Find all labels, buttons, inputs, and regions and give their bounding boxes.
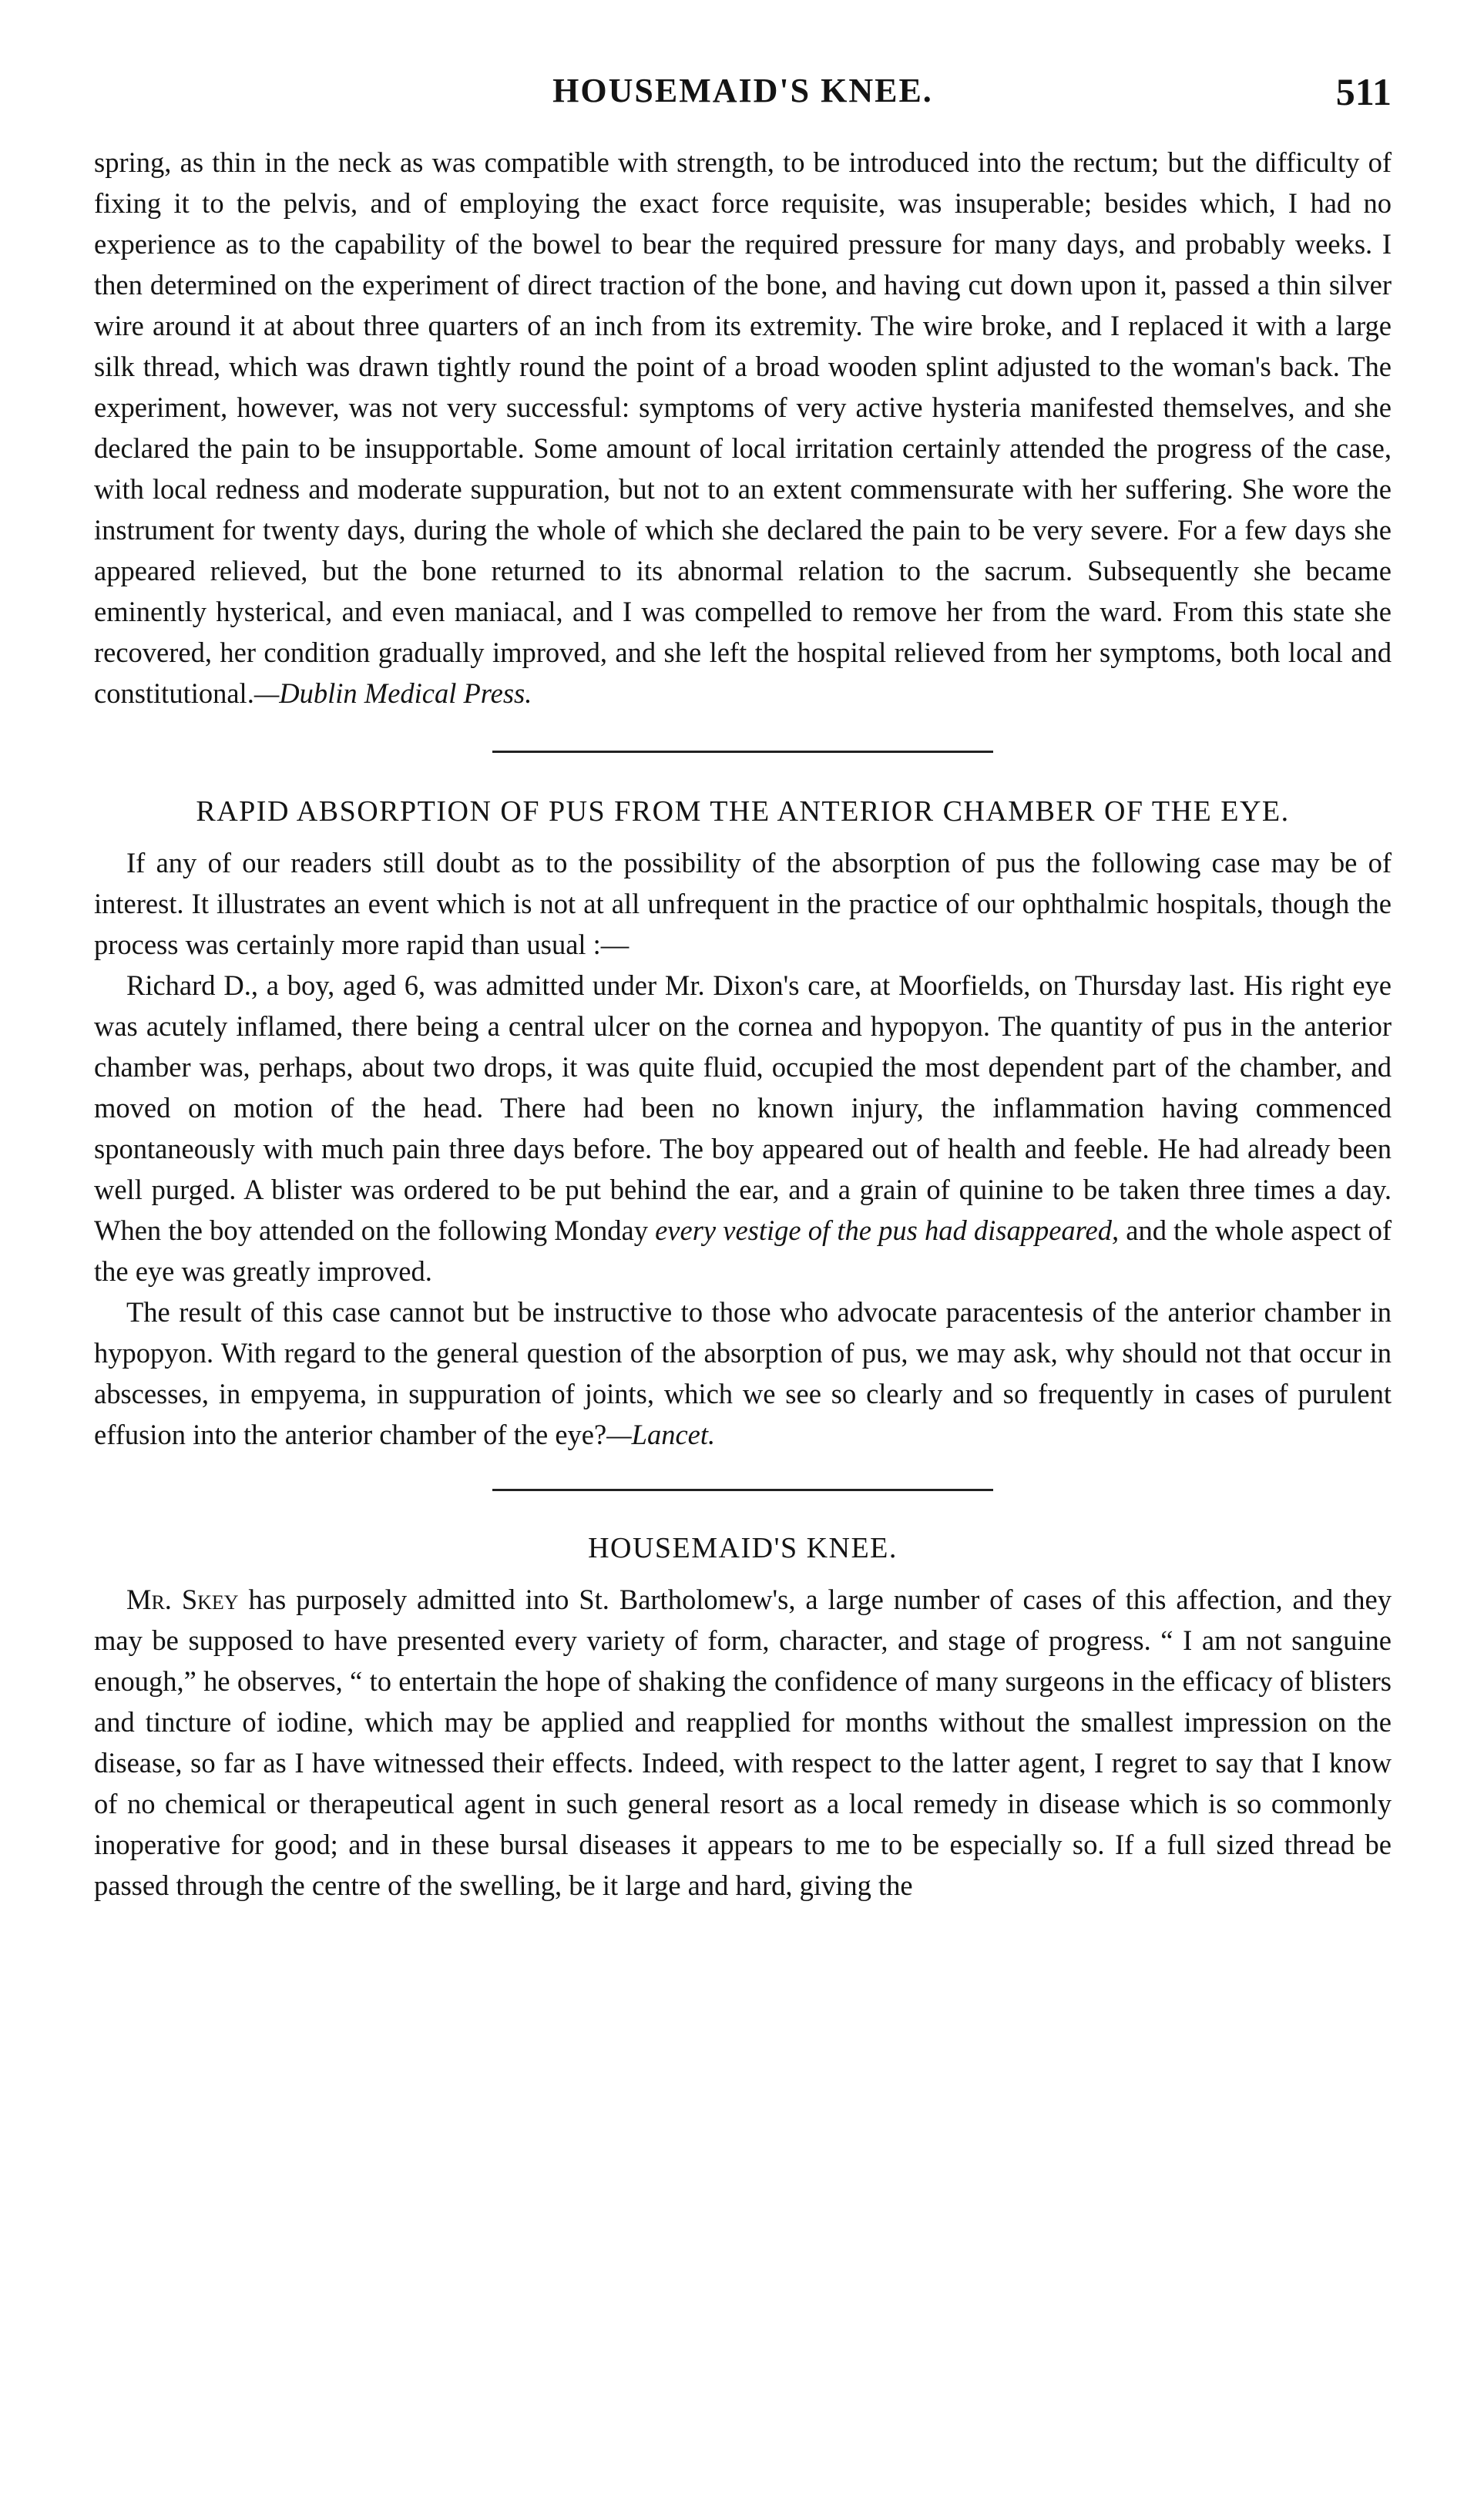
section-heading: HOUSEMAID'S KNEE.	[588, 1532, 898, 1564]
section-heading: RAPID ABSORPTION OF PUS FROM THE ANTERIOR CHAMBER OF THE EYE.	[196, 795, 1290, 828]
paragraph-text: has purposely admitted into St. Bartholomew's, a large number of cases of this affection, and they may be supposed to have presented every variety of form, character, and stage of progress. “ I am not sanguine enough,” he observes, “ to entertain the hope of shaking the confidence of many surgeons in the efficacy of blisters and tincture of iodine, which may be applied and reapplied for months without the smallest impression on the disease, so far as I have witnessed their effects. Indeed, with respect to the latter agent, I regret to say that I know of no chemical or therapeutical agent in such general resort as a local remedy in disease which is so commonly inoperative for good; and in these bursal diseases it appears to me to be especially so. If a full sized thread be passed through the centre of the swelling, be it large and hard, giving the	[94, 1584, 1392, 1901]
running-title: HOUSEMAID'S KNEE.	[552, 72, 933, 109]
section-divider	[492, 751, 993, 753]
source-citation: —Dublin Medical Press.	[253, 677, 532, 709]
paragraph	[94, 1579, 1392, 1906]
continued-paragraph-text: spring, as thin in the neck as was compatible with strength, to be introduced into the rectum; but the difficulty of fixing it to the pelvis, and of employing the exact force requisite, was insuperable; besides which, I had no experience as to the capability of the bowel to bear the required pressure for many days, and probably weeks. I then determined on the experiment of direct traction of the bone, and having cut down upon it, passed a thin silver wire around it at about three quarters of an inch from its extremity. The wire broke, and I replaced it with a large silk thread, which was drawn tightly round the point of a broad wooden splint adjusted to the woman's back. The experiment, however, was not very successful: symptoms of very active hysteria manifested themselves, and she declared the pain to be insupportable. Some amount of local irritation certainly attended the progress of the case, with local redness and moderate suppuration, but not to an extent commensurate with her suffering. She wore the instrument for twenty days, during the whole of which she declared the pain to be very severe. For a few days she appeared relieved, but the bone returned to its abnormal relation to the sacrum. Subsequently she became eminently hysterical, and even maniacal, and I was compelled to remove her from the ward. From this state she recovered, her condition gradually improved, and she left the hospital relieved from her symptoms, both local and constitutional.	[94, 146, 1392, 709]
section-divider	[492, 1489, 993, 1491]
emphasized-text: every vestige of the pus had disappeared,	[655, 1214, 1120, 1246]
paragraph-text: Richard D., a boy, aged 6, was admitted under Mr. Dixon's care, at Moorfields, on Thursday last. His right eye was acutely inflamed, there being a central ulcer on the cornea and hypopyon. The quantity of pus in the anterior chamber was, perhaps, about two drops, it was quite fluid, occupied the most dependent part of the chamber, and moved on motion of the head. There had been no known injury, the inflammation having commenced spontaneously with much pain three days before. The boy appeared out of health and feeble. He had already been well purged. A blister was ordered to be put behind the ear, and a grain of quinine to be taken three times a day. When the boy attended on the following Monday	[94, 969, 1392, 1246]
paragraph-text: and the whole aspect of the eye was greatly improved.	[94, 1214, 1392, 1287]
paragraph	[94, 1292, 1392, 1455]
page-number: 511	[1335, 70, 1392, 113]
paragraph-text: The result of this case cannot but be instructive to those who advocate paracentesis of the anterior chamber in hypopyon. With regard to the general question of the absorption of pus, we may ask, why should not that occur in abscesses, in empyema, in suppuration of joints, which we see so clearly and so frequently in cases of purulent effusion into the anterior chamber of the eye?	[94, 1296, 1392, 1450]
source-citation: —Lancet.	[606, 1419, 716, 1450]
paragraph: If any of our readers still doubt as to the possibility of the absorption of pus the following case may be of interest. It illustrates an event which is not at all unfrequent in the practice of our ophthalmic hospitals, though the process was certainly more rapid than usual :—	[94, 847, 1392, 960]
continued-paragraph	[94, 142, 1392, 714]
running-head	[94, 71, 1392, 117]
page-content	[94, 142, 1392, 1906]
paragraph	[94, 965, 1392, 1292]
lead-name: Mr. Skey	[126, 1584, 239, 1615]
